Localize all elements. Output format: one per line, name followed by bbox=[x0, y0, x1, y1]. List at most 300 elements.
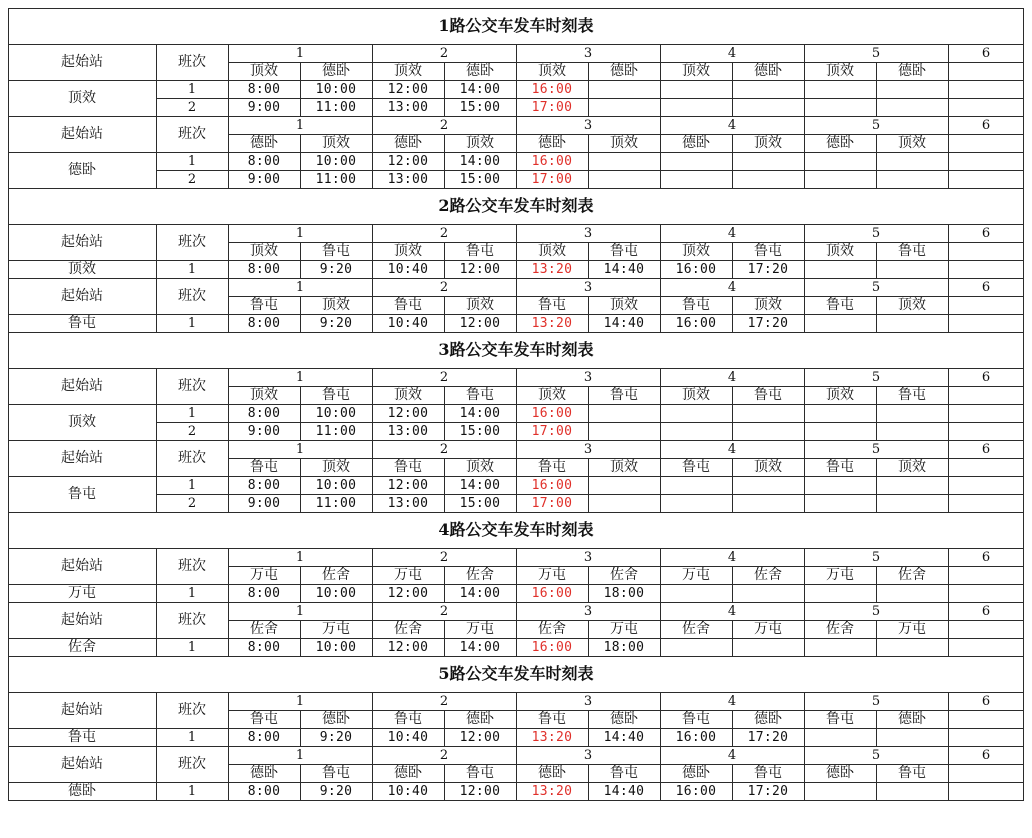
departure-time: 14:00 bbox=[459, 477, 501, 493]
direction-label: 佐舍 bbox=[538, 621, 566, 637]
trip-label: 班次 bbox=[178, 756, 206, 772]
direction-label: 顶效 bbox=[538, 63, 566, 79]
departure-time: 13:20 bbox=[531, 315, 573, 331]
departure-time bbox=[804, 404, 876, 422]
grid-line bbox=[588, 134, 589, 188]
round-number: 6 bbox=[981, 369, 991, 385]
round-number: 2 bbox=[439, 549, 449, 565]
departure-time bbox=[876, 98, 948, 116]
trip-label: 班次 bbox=[178, 558, 206, 574]
grid-line bbox=[876, 566, 877, 602]
grid-line bbox=[444, 710, 445, 746]
direction-label: 顶效 bbox=[754, 459, 782, 475]
departure-time bbox=[732, 422, 804, 440]
grid-line bbox=[156, 494, 1024, 495]
round-number: 4 bbox=[727, 603, 737, 619]
direction-label: 顶效 bbox=[682, 63, 710, 79]
start-station: 德卧 bbox=[68, 783, 96, 799]
departure-time: 8:00 bbox=[247, 315, 281, 331]
grid-line bbox=[948, 548, 949, 602]
departure-time bbox=[804, 422, 876, 440]
direction-label: 顶效 bbox=[610, 459, 638, 475]
direction-label: 顶效 bbox=[610, 135, 638, 151]
departure-time: 18:00 bbox=[603, 639, 645, 655]
grid-line bbox=[948, 44, 949, 116]
departure-time: 11:00 bbox=[315, 495, 357, 511]
direction-label: 顶效 bbox=[466, 297, 494, 313]
grid-line bbox=[732, 710, 733, 746]
departure-time: 17:00 bbox=[531, 99, 573, 115]
grid-line bbox=[588, 296, 589, 332]
direction-label: 鲁屯 bbox=[682, 711, 710, 727]
round-number: 2 bbox=[439, 117, 449, 133]
departure-time bbox=[876, 782, 948, 800]
direction-label: 顶效 bbox=[754, 297, 782, 313]
grid-line bbox=[948, 602, 949, 656]
start-station: 万屯 bbox=[68, 585, 96, 601]
round-number: 4 bbox=[727, 693, 737, 709]
departure-time: 15:00 bbox=[459, 171, 501, 187]
grid-line bbox=[516, 692, 517, 746]
grid-line bbox=[588, 62, 589, 116]
grid-line bbox=[660, 440, 661, 512]
grid-line bbox=[660, 548, 661, 602]
direction-label: 鲁屯 bbox=[898, 387, 926, 403]
departure-time: 12:00 bbox=[459, 261, 501, 277]
departure-time: 12:00 bbox=[387, 585, 429, 601]
grid-line bbox=[300, 296, 301, 332]
departure-time: 10:00 bbox=[315, 477, 357, 493]
departure-time bbox=[588, 422, 660, 440]
departure-time: 15:00 bbox=[459, 495, 501, 511]
section-title: 2路公交车发车时刻表 bbox=[438, 196, 594, 215]
grid-line bbox=[876, 764, 877, 800]
round-number: 6 bbox=[981, 45, 991, 61]
direction-label: 顶效 bbox=[466, 459, 494, 475]
direction-label: 万屯 bbox=[754, 621, 782, 637]
grid-line bbox=[948, 368, 949, 440]
trip-number: 1 bbox=[187, 153, 197, 169]
direction-label: 佐舍 bbox=[394, 621, 422, 637]
grid-line bbox=[228, 62, 1024, 63]
departure-time: 9:00 bbox=[247, 495, 281, 511]
departure-time: 15:00 bbox=[459, 99, 501, 115]
grid-line bbox=[876, 386, 877, 440]
grid-line bbox=[876, 458, 877, 512]
direction-label: 德卧 bbox=[466, 711, 494, 727]
departure-time bbox=[876, 80, 948, 98]
bus-timetable-sheet bbox=[8, 8, 1024, 830]
trip-number: 2 bbox=[187, 423, 197, 439]
direction-label: 鲁屯 bbox=[466, 243, 494, 259]
departure-time bbox=[660, 152, 732, 170]
start-station-label: 起始站 bbox=[61, 54, 103, 70]
start-station: 佐舍 bbox=[68, 639, 96, 655]
grid-line bbox=[804, 440, 805, 512]
departure-time bbox=[804, 314, 876, 332]
direction-label: 鲁屯 bbox=[826, 459, 854, 475]
departure-time bbox=[660, 494, 732, 512]
grid-line bbox=[948, 116, 949, 188]
departure-time: 14:40 bbox=[603, 729, 645, 745]
grid-line bbox=[300, 620, 301, 656]
grid-line bbox=[948, 440, 949, 512]
start-station: 鲁屯 bbox=[68, 315, 96, 331]
grid-line bbox=[300, 710, 301, 746]
departure-time: 16:00 bbox=[675, 261, 717, 277]
direction-label: 德卧 bbox=[610, 63, 638, 79]
grid-line bbox=[228, 368, 229, 440]
round-number: 5 bbox=[871, 441, 881, 457]
grid-line bbox=[732, 764, 733, 800]
grid-line bbox=[156, 368, 157, 440]
round-number: 4 bbox=[727, 279, 737, 295]
trip-number: 1 bbox=[187, 81, 197, 97]
direction-label: 鲁屯 bbox=[250, 297, 278, 313]
direction-label: 佐舍 bbox=[682, 621, 710, 637]
grid-line bbox=[588, 386, 589, 440]
round-number: 5 bbox=[871, 693, 881, 709]
direction-label: 鲁屯 bbox=[826, 297, 854, 313]
round-number: 3 bbox=[583, 45, 593, 61]
direction-label: 佐舍 bbox=[322, 567, 350, 583]
grid-line bbox=[804, 278, 805, 332]
departure-time bbox=[876, 422, 948, 440]
direction-label: 鲁屯 bbox=[250, 711, 278, 727]
direction-label: 顶效 bbox=[682, 243, 710, 259]
grid-line bbox=[156, 746, 157, 800]
grid-line bbox=[300, 134, 301, 188]
grid-line bbox=[444, 566, 445, 602]
direction-label: 鲁屯 bbox=[322, 243, 350, 259]
direction-label: 鲁屯 bbox=[610, 243, 638, 259]
trip-number: 2 bbox=[187, 171, 197, 187]
departure-time: 16:00 bbox=[675, 783, 717, 799]
round-number: 4 bbox=[727, 117, 737, 133]
direction-label: 佐舍 bbox=[610, 567, 638, 583]
round-number: 2 bbox=[439, 369, 449, 385]
grid-line bbox=[372, 692, 373, 746]
round-number: 4 bbox=[727, 549, 737, 565]
start-station-label: 起始站 bbox=[61, 126, 103, 142]
departure-time: 9:20 bbox=[319, 729, 353, 745]
round-number: 1 bbox=[295, 603, 305, 619]
direction-label: 德卧 bbox=[250, 765, 278, 781]
departure-time bbox=[588, 80, 660, 98]
departure-time bbox=[804, 98, 876, 116]
departure-time bbox=[804, 638, 876, 656]
departure-time bbox=[732, 404, 804, 422]
departure-time bbox=[732, 80, 804, 98]
grid-line bbox=[228, 134, 1024, 135]
direction-label: 德卧 bbox=[466, 63, 494, 79]
start-station-label: 起始站 bbox=[61, 612, 103, 628]
departure-time: 8:00 bbox=[247, 729, 281, 745]
direction-label: 鲁屯 bbox=[826, 711, 854, 727]
grid-line bbox=[156, 170, 1024, 171]
departure-time: 13:20 bbox=[531, 261, 573, 277]
grid-line bbox=[228, 242, 1024, 243]
grid-line bbox=[228, 296, 1024, 297]
departure-time bbox=[588, 170, 660, 188]
departure-time bbox=[660, 638, 732, 656]
departure-time: 8:00 bbox=[247, 477, 281, 493]
grid-line bbox=[732, 386, 733, 440]
grid-line bbox=[372, 746, 373, 800]
grid-line bbox=[228, 458, 1024, 459]
direction-label: 德卧 bbox=[538, 135, 566, 151]
departure-time: 14:40 bbox=[603, 783, 645, 799]
departure-time bbox=[660, 404, 732, 422]
round-number: 3 bbox=[583, 369, 593, 385]
grid-line bbox=[444, 242, 445, 278]
round-number: 3 bbox=[583, 747, 593, 763]
departure-time: 16:00 bbox=[531, 639, 573, 655]
direction-label: 佐舍 bbox=[466, 567, 494, 583]
direction-label: 德卧 bbox=[826, 135, 854, 151]
direction-label: 顶效 bbox=[610, 297, 638, 313]
grid-line bbox=[804, 224, 805, 278]
grid-line bbox=[876, 710, 877, 746]
departure-time: 8:00 bbox=[247, 81, 281, 97]
start-station-label: 起始站 bbox=[61, 558, 103, 574]
direction-label: 德卧 bbox=[610, 711, 638, 727]
grid-line bbox=[732, 296, 733, 332]
direction-label: 德卧 bbox=[682, 135, 710, 151]
round-number: 2 bbox=[439, 693, 449, 709]
direction-label: 佐舍 bbox=[754, 567, 782, 583]
departure-time: 10:40 bbox=[387, 783, 429, 799]
grid-line bbox=[444, 134, 445, 188]
grid-line bbox=[156, 602, 157, 656]
direction-label: 鲁屯 bbox=[538, 459, 566, 475]
trip-number: 2 bbox=[187, 495, 197, 511]
direction-label: 鲁屯 bbox=[610, 387, 638, 403]
direction-label: 万屯 bbox=[466, 621, 494, 637]
direction-label: 德卧 bbox=[754, 711, 782, 727]
round-number: 2 bbox=[439, 279, 449, 295]
direction-label: 顶效 bbox=[322, 459, 350, 475]
grid-line bbox=[444, 620, 445, 656]
departure-time bbox=[732, 476, 804, 494]
departure-time: 17:20 bbox=[747, 729, 789, 745]
direction-label: 德卧 bbox=[250, 135, 278, 151]
direction-label: 顶效 bbox=[538, 387, 566, 403]
start-station: 鲁屯 bbox=[68, 729, 96, 745]
grid-line bbox=[228, 440, 229, 512]
grid-line bbox=[660, 692, 661, 746]
direction-label: 顶效 bbox=[538, 243, 566, 259]
grid-line bbox=[156, 440, 157, 512]
departure-time: 17:00 bbox=[531, 423, 573, 439]
grid-line bbox=[516, 224, 517, 278]
round-number: 3 bbox=[583, 603, 593, 619]
round-number: 6 bbox=[981, 747, 991, 763]
departure-time: 9:20 bbox=[319, 783, 353, 799]
departure-time: 9:00 bbox=[247, 99, 281, 115]
round-number: 6 bbox=[981, 603, 991, 619]
departure-time bbox=[804, 584, 876, 602]
grid-line bbox=[228, 566, 1024, 567]
round-number: 4 bbox=[727, 45, 737, 61]
departure-time bbox=[876, 314, 948, 332]
direction-label: 德卧 bbox=[394, 765, 422, 781]
grid-line bbox=[660, 602, 661, 656]
direction-label: 鲁屯 bbox=[682, 297, 710, 313]
grid-line bbox=[156, 692, 157, 746]
direction-label: 德卧 bbox=[826, 765, 854, 781]
start-station-label: 起始站 bbox=[61, 756, 103, 772]
departure-time: 16:00 bbox=[675, 729, 717, 745]
departure-time bbox=[588, 476, 660, 494]
grid-line bbox=[516, 440, 517, 512]
grid-line bbox=[588, 242, 589, 278]
trip-number: 1 bbox=[187, 405, 197, 421]
round-number: 1 bbox=[295, 693, 305, 709]
direction-label: 万屯 bbox=[394, 567, 422, 583]
start-station: 德卧 bbox=[68, 162, 96, 178]
trip-number: 1 bbox=[187, 315, 197, 331]
direction-label: 鲁屯 bbox=[322, 765, 350, 781]
round-number: 5 bbox=[871, 279, 881, 295]
departure-time: 17:20 bbox=[747, 315, 789, 331]
grid-line bbox=[516, 278, 517, 332]
grid-line bbox=[660, 224, 661, 278]
grid-line bbox=[372, 44, 373, 116]
grid-line bbox=[660, 116, 661, 188]
departure-time: 17:20 bbox=[747, 783, 789, 799]
direction-label: 顶效 bbox=[754, 135, 782, 151]
grid-line bbox=[228, 710, 1024, 711]
departure-time: 17:20 bbox=[747, 261, 789, 277]
grid-line bbox=[300, 566, 301, 602]
direction-label: 鲁屯 bbox=[682, 459, 710, 475]
direction-label: 鲁屯 bbox=[754, 243, 782, 259]
departure-time bbox=[660, 80, 732, 98]
departure-time: 13:00 bbox=[387, 495, 429, 511]
departure-time bbox=[876, 584, 948, 602]
departure-time: 12:00 bbox=[387, 153, 429, 169]
grid-line bbox=[372, 116, 373, 188]
departure-time bbox=[732, 638, 804, 656]
trip-label: 班次 bbox=[178, 702, 206, 718]
trip-number: 1 bbox=[187, 639, 197, 655]
grid-line bbox=[372, 440, 373, 512]
direction-label: 万屯 bbox=[898, 621, 926, 637]
direction-label: 万屯 bbox=[610, 621, 638, 637]
trip-label: 班次 bbox=[178, 126, 206, 142]
direction-label: 万屯 bbox=[250, 567, 278, 583]
departure-time: 13:00 bbox=[387, 171, 429, 187]
section-title: 4路公交车发车时刻表 bbox=[438, 520, 594, 539]
round-number: 1 bbox=[295, 117, 305, 133]
departure-time bbox=[876, 152, 948, 170]
grid-line bbox=[804, 692, 805, 746]
grid-line bbox=[948, 692, 949, 746]
departure-time bbox=[876, 494, 948, 512]
direction-label: 万屯 bbox=[682, 567, 710, 583]
departure-time bbox=[588, 494, 660, 512]
grid-line bbox=[588, 764, 589, 800]
grid-line bbox=[228, 386, 1024, 387]
grid-line bbox=[948, 278, 949, 332]
grid-line bbox=[876, 62, 877, 116]
grid-line bbox=[732, 620, 733, 656]
grid-line bbox=[156, 116, 157, 188]
trip-number: 1 bbox=[187, 261, 197, 277]
grid-line bbox=[516, 44, 517, 116]
departure-time: 10:40 bbox=[387, 729, 429, 745]
grid-line bbox=[228, 620, 1024, 621]
departure-time: 12:00 bbox=[387, 405, 429, 421]
round-number: 1 bbox=[295, 279, 305, 295]
departure-time bbox=[660, 98, 732, 116]
departure-time: 17:00 bbox=[531, 495, 573, 511]
direction-label: 顶效 bbox=[826, 387, 854, 403]
grid-line bbox=[516, 602, 517, 656]
direction-label: 德卧 bbox=[322, 63, 350, 79]
grid-line bbox=[444, 764, 445, 800]
departure-time: 16:00 bbox=[675, 315, 717, 331]
grid-line bbox=[156, 548, 157, 602]
grid-line bbox=[8, 8, 9, 800]
departure-time: 14:40 bbox=[603, 261, 645, 277]
grid-line bbox=[444, 386, 445, 440]
start-station-label: 起始站 bbox=[61, 378, 103, 394]
departure-time: 15:00 bbox=[459, 423, 501, 439]
grid-line bbox=[588, 620, 589, 656]
round-number: 3 bbox=[583, 279, 593, 295]
departure-time bbox=[660, 422, 732, 440]
departure-time: 14:00 bbox=[459, 405, 501, 421]
trip-label: 班次 bbox=[178, 54, 206, 70]
direction-label: 顶效 bbox=[250, 243, 278, 259]
round-number: 5 bbox=[871, 549, 881, 565]
direction-label: 鲁屯 bbox=[538, 297, 566, 313]
grid-line bbox=[732, 134, 733, 188]
departure-time bbox=[804, 80, 876, 98]
grid-line bbox=[372, 602, 373, 656]
grid-line bbox=[300, 62, 301, 116]
trip-label: 班次 bbox=[178, 378, 206, 394]
grid-line bbox=[876, 242, 877, 278]
round-number: 3 bbox=[583, 441, 593, 457]
departure-time: 14:00 bbox=[459, 81, 501, 97]
round-number: 4 bbox=[727, 369, 737, 385]
grid-line bbox=[372, 278, 373, 332]
round-number: 6 bbox=[981, 225, 991, 241]
departure-time: 18:00 bbox=[603, 585, 645, 601]
departure-time bbox=[804, 476, 876, 494]
grid-line bbox=[444, 62, 445, 116]
departure-time: 12:00 bbox=[459, 315, 501, 331]
grid-line bbox=[660, 746, 661, 800]
round-number: 3 bbox=[583, 225, 593, 241]
section-title: 5路公交车发车时刻表 bbox=[438, 664, 594, 683]
grid-line bbox=[516, 746, 517, 800]
grid-line bbox=[300, 458, 301, 512]
direction-label: 顶效 bbox=[466, 135, 494, 151]
departure-time bbox=[588, 98, 660, 116]
departure-time: 10:00 bbox=[315, 405, 357, 421]
direction-label: 鲁屯 bbox=[394, 297, 422, 313]
grid-line bbox=[804, 368, 805, 440]
grid-line bbox=[876, 296, 877, 332]
grid-line bbox=[588, 566, 589, 602]
trip-number: 2 bbox=[187, 99, 197, 115]
departure-time: 13:20 bbox=[531, 729, 573, 745]
grid-line bbox=[660, 368, 661, 440]
